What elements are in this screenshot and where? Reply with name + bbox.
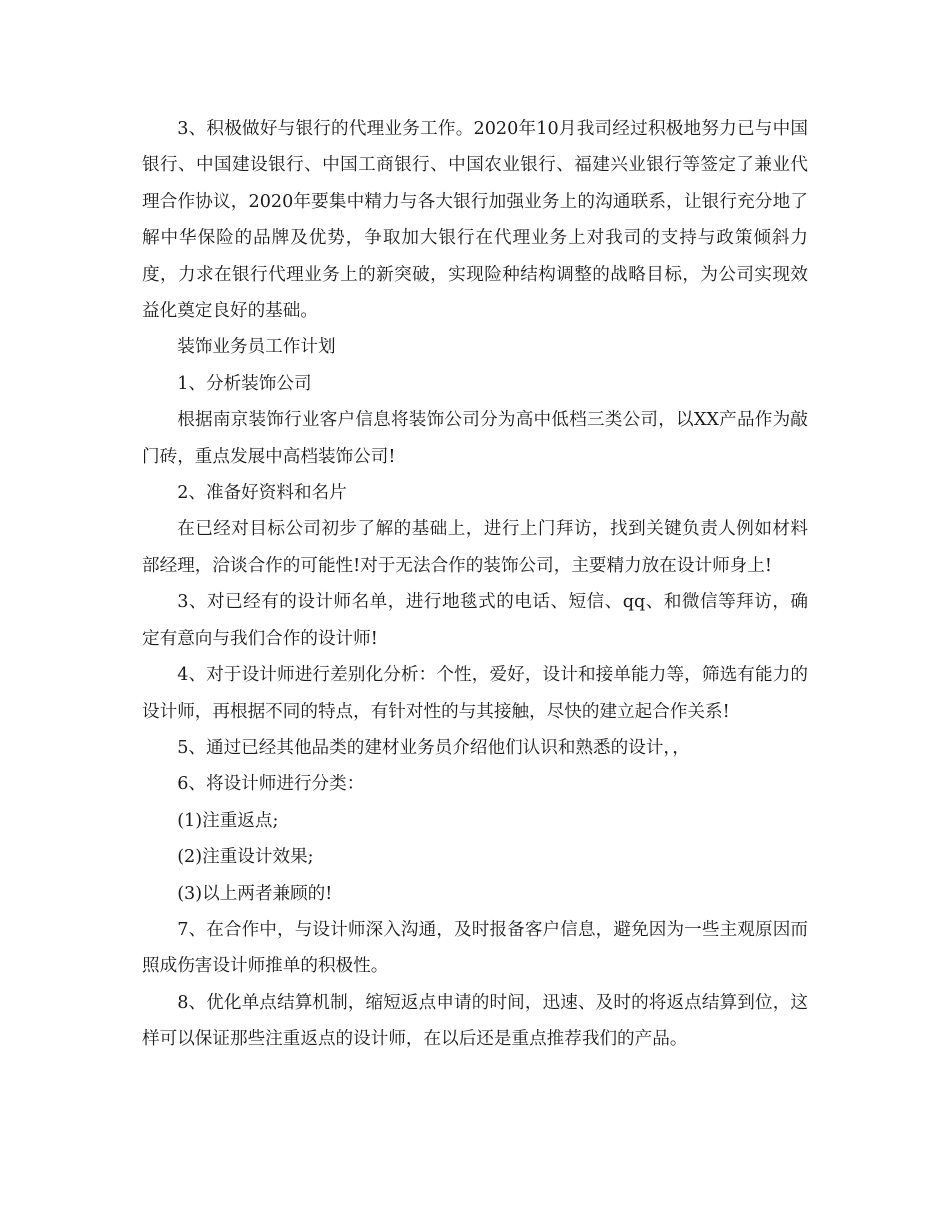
list-item-heading: 2、准备好资料和名片: [177, 483, 347, 504]
list-item-heading: 1、分析装饰公司: [177, 373, 312, 394]
list-item: 4、对于设计师进行差别化分析：个性，爱好，设计和接单能力等，筛选有能力的设计师，再根据不同的特点，有针对性的与其接触，尽快的建立起合作关系!: [142, 665, 808, 722]
paragraph: 在已经对目标公司初步了解的基础上，进行上门拜访，找到关键负责人例如材料部经理，洽谈合作的可能性!对于无法合作的装饰公司，主要精力放在设计师身上!: [142, 519, 808, 576]
section-heading: 装饰业务员工作计划: [177, 337, 336, 358]
list-item: 7、在合作中，与设计师深入沟通，及时报备客户信息，避免因为一些主观原因而照成伤害设计师推单的积极性。: [142, 919, 808, 977]
list-item: 6、将设计师进行分类：: [177, 774, 365, 795]
paragraph-bank-agency: 3、积极做好与银行的代理业务工作。2020年10月我司经过积极地努力已与中国银行、中国建设银行、中国工商银行、中国农业银行、福建兴业银行等签定了兼业代理合作协议，2020年要集中精力与各大银行加强业务上的沟通联系，让银行充分地了解中华保险的品牌及优势，争取加大银行在代理业务上对我司的支持与政策倾斜力度，力求在银行代理业务上的新突破，实现险种结构调整的战略目标，为公司实现效益化奠定良好的基础。: [142, 119, 808, 322]
list-item: 8、优化单点结算机制，缩短返点申请的时间，迅速、及时的将返点结算到位，这样可以保证那些注重返点的设计师，在以后还是重点推荐我们的产品。: [142, 992, 808, 1050]
paragraph: 根据南京装饰行业客户信息将装饰公司分为高中低档三类公司，以XX产品作为敲门砖，重点发展中高档装饰公司!: [142, 410, 808, 467]
sub-list-item: (1)注重返点;: [177, 810, 279, 831]
list-item: 3、对已经有的设计师名单，进行地毯式的电话、短信、qq、和微信等拜访，确定有意向与我们合作的设计师!: [142, 592, 808, 649]
sub-list-item: (3)以上两者兼顾的!: [177, 883, 333, 904]
sub-list-item: (2)注重设计效果;: [177, 847, 314, 868]
list-item: 5、通过已经其他品类的建材业务员介绍他们认识和熟悉的设计，，: [177, 737, 690, 758]
